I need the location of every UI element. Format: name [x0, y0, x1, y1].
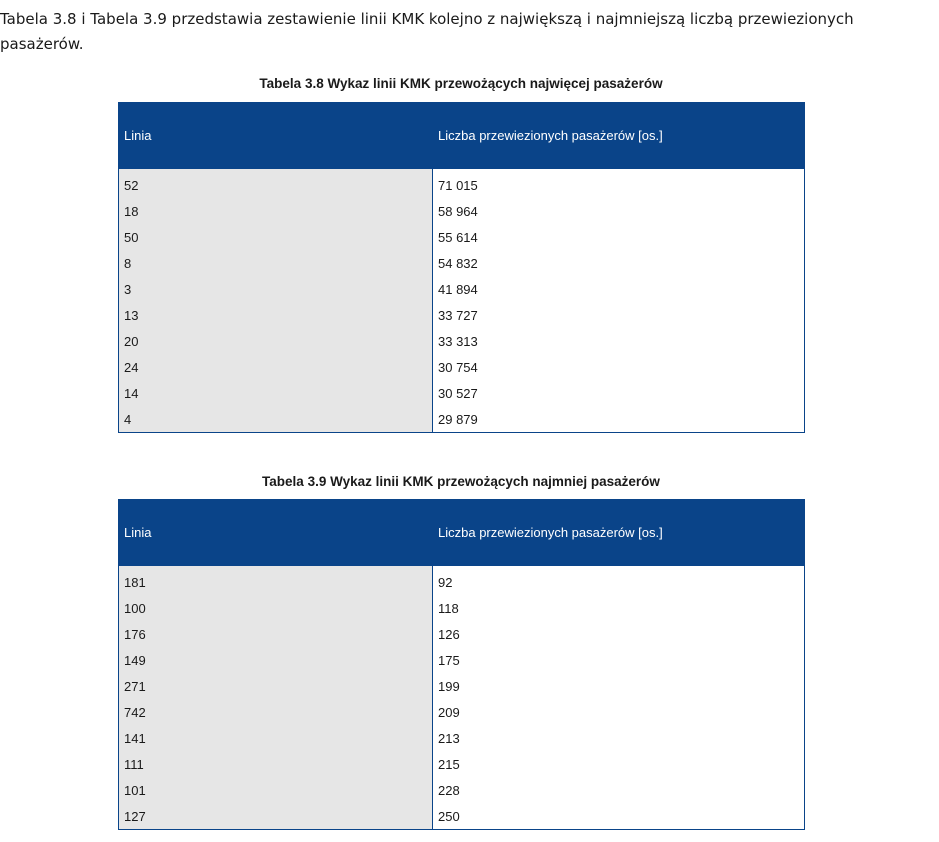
cell-linia: 4 — [119, 406, 433, 433]
cell-linia: 8 — [119, 250, 433, 276]
cell-passengers: 213 — [433, 725, 805, 751]
table-row — [119, 224, 805, 250]
cell-linia: 141 — [119, 725, 433, 751]
table-row — [119, 699, 805, 725]
table-row — [119, 595, 805, 621]
cell-passengers: 41 894 — [433, 276, 805, 302]
column-header-passengers: Liczba przewiezionych pasażerów [os.] — [433, 500, 805, 566]
cell-linia: 13 — [119, 302, 433, 328]
table-row — [119, 647, 805, 673]
column-header-passengers: Liczba przewiezionych pasażerów [os.] — [433, 103, 805, 169]
table-row — [119, 566, 805, 596]
table-3-8 — [118, 102, 805, 433]
table-3-8-body — [119, 169, 805, 433]
cell-linia: 52 — [119, 169, 433, 199]
cell-passengers: 55 614 — [433, 224, 805, 250]
cell-linia: 127 — [119, 803, 433, 830]
cell-passengers: 33 313 — [433, 328, 805, 354]
table-row — [119, 276, 805, 302]
cell-linia: 20 — [119, 328, 433, 354]
table-row — [119, 725, 805, 751]
column-header-linia: Linia — [119, 500, 433, 566]
cell-passengers: 71 015 — [433, 169, 805, 199]
cell-linia: 14 — [119, 380, 433, 406]
cell-linia: 3 — [119, 276, 433, 302]
cell-passengers: 30 754 — [433, 354, 805, 380]
table-3-9 — [118, 499, 805, 830]
cell-passengers: 33 727 — [433, 302, 805, 328]
table-row — [119, 354, 805, 380]
cell-passengers: 209 — [433, 699, 805, 725]
table-row — [119, 250, 805, 276]
cell-linia: 111 — [119, 751, 433, 777]
cell-linia: 271 — [119, 673, 433, 699]
table-row — [119, 777, 805, 803]
table-header-row — [119, 103, 805, 169]
cell-passengers: 92 — [433, 566, 805, 596]
cell-linia: 100 — [119, 595, 433, 621]
cell-linia: 176 — [119, 621, 433, 647]
intro-paragraph: Tabela 3.8 i Tabela 3.9 przedstawia zestawienie linii KMK kolejno z największą i najmniejszą liczbą przewiezionych pasażerów. — [0, 10, 854, 53]
table-3-9-caption: Tabela 3.9 Wykaz linii KMK przewożących najmniej pasażerów — [262, 474, 660, 489]
cell-linia: 24 — [119, 354, 433, 380]
table-row — [119, 198, 805, 224]
cell-passengers: 228 — [433, 777, 805, 803]
cell-passengers: 250 — [433, 803, 805, 830]
cell-passengers: 30 527 — [433, 380, 805, 406]
cell-passengers: 29 879 — [433, 406, 805, 433]
cell-linia: 149 — [119, 647, 433, 673]
table-3-8-caption: Tabela 3.8 Wykaz linii KMK przewożących najwięcej pasażerów — [259, 76, 663, 91]
cell-passengers: 54 832 — [433, 250, 805, 276]
table-row — [119, 328, 805, 354]
cell-linia: 742 — [119, 699, 433, 725]
cell-passengers: 126 — [433, 621, 805, 647]
cell-passengers: 215 — [433, 751, 805, 777]
cell-passengers: 175 — [433, 647, 805, 673]
table-3-9-body — [119, 566, 805, 830]
table-row — [119, 169, 805, 199]
cell-linia: 50 — [119, 224, 433, 250]
table-header-row — [119, 500, 805, 566]
table-row — [119, 803, 805, 830]
cell-linia: 18 — [119, 198, 433, 224]
cell-passengers: 199 — [433, 673, 805, 699]
table-row — [119, 406, 805, 433]
table-row — [119, 380, 805, 406]
table-row — [119, 751, 805, 777]
table-row — [119, 673, 805, 699]
cell-linia: 181 — [119, 566, 433, 596]
cell-linia: 101 — [119, 777, 433, 803]
table-row — [119, 621, 805, 647]
cell-passengers: 118 — [433, 595, 805, 621]
cell-passengers: 58 964 — [433, 198, 805, 224]
table-row — [119, 302, 805, 328]
column-header-linia: Linia — [119, 103, 433, 169]
